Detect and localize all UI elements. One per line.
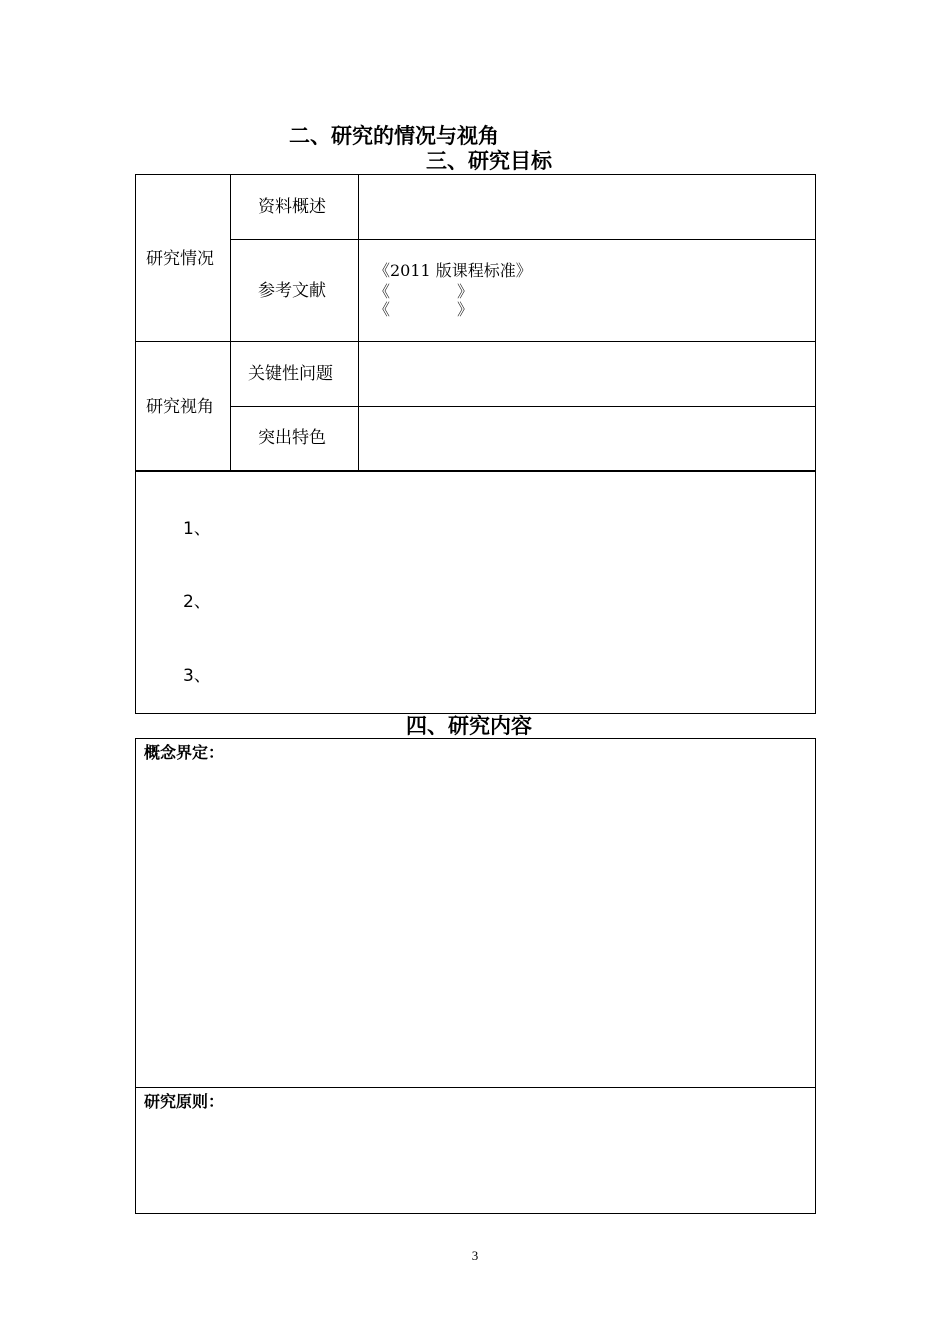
- goal-item-2: 2、: [183, 592, 211, 612]
- research-status-table: [135, 174, 816, 472]
- reference-line-1: 《2011 版课程标准》: [374, 261, 532, 280]
- reference-line-2-close: 》: [457, 282, 474, 301]
- reference-line-3-close: 》: [457, 300, 474, 319]
- label-concept-definition: 概念界定：: [144, 743, 225, 762]
- label-highlight-features: 突出特色: [258, 428, 326, 448]
- section-heading-situation-perspective: 二、研究的情况与视角: [289, 124, 499, 148]
- table-divider: [230, 239, 815, 240]
- research-content-table: [135, 738, 816, 1214]
- reference-line-2-open: 《: [374, 282, 391, 301]
- reference-line-3-open: 《: [374, 300, 391, 319]
- label-materials-overview: 资料概述: [258, 197, 326, 217]
- section-heading-research-goals: 三、研究目标: [426, 149, 552, 173]
- research-goals-box: [135, 471, 816, 714]
- row-group-research-status: 研究情况: [146, 249, 214, 269]
- section-heading-research-content: 四、研究内容: [406, 714, 532, 738]
- table-divider: [135, 341, 816, 342]
- page-number: 3: [471, 1248, 479, 1263]
- goal-item-3: 3、: [183, 666, 211, 686]
- table-divider: [135, 1087, 816, 1088]
- row-group-research-perspective: 研究视角: [146, 397, 214, 417]
- table-divider: [230, 174, 231, 471]
- table-divider: [358, 174, 359, 471]
- label-research-principles: 研究原则：: [144, 1092, 225, 1111]
- label-key-issues: 关键性问题: [248, 364, 333, 384]
- goal-item-1: 1、: [183, 519, 211, 539]
- label-references: 参考文献: [258, 281, 326, 301]
- table-divider: [230, 406, 815, 407]
